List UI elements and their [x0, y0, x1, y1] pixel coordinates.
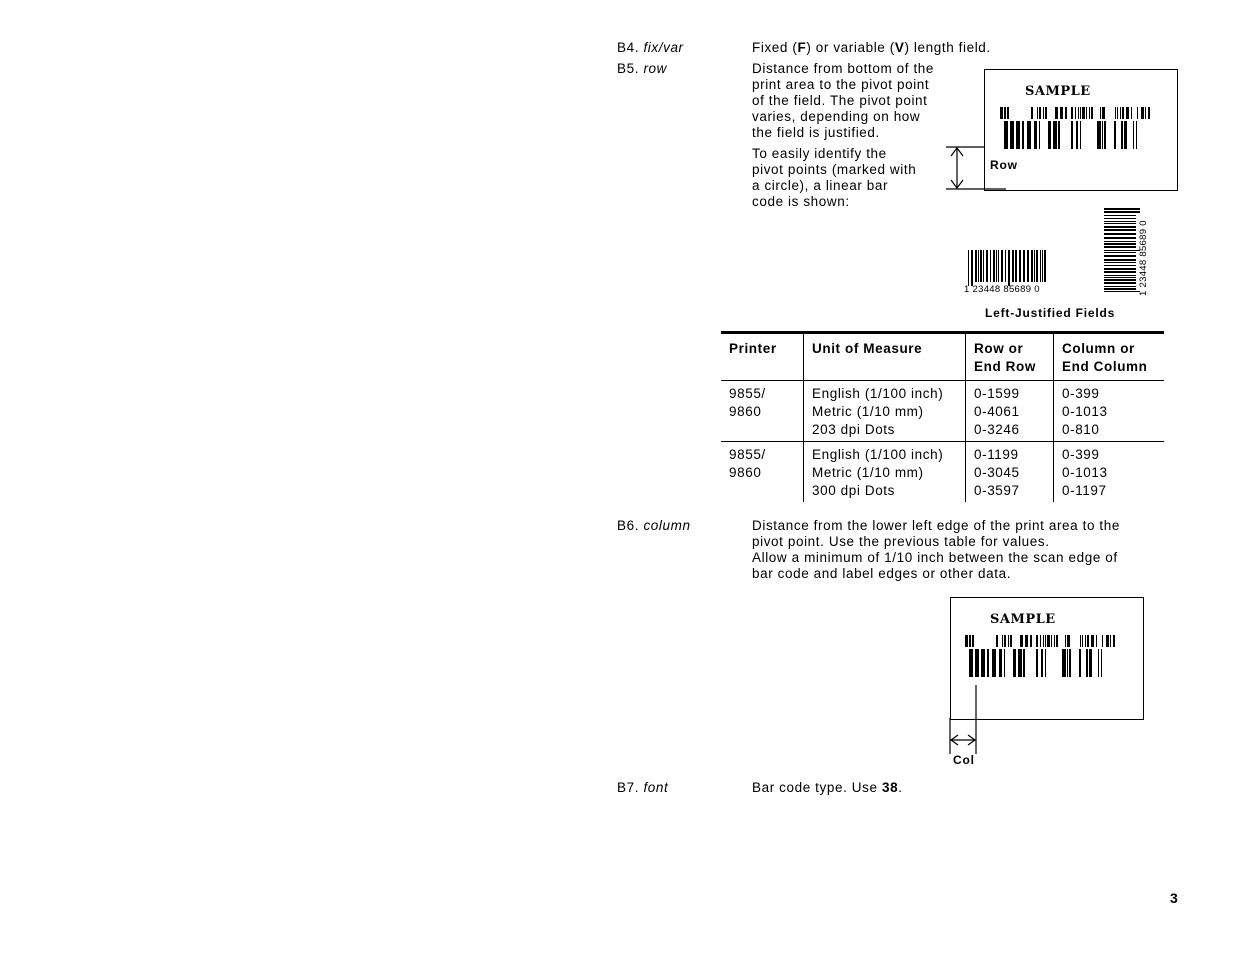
- linear-barcode-vertical: [1100, 204, 1152, 298]
- desc-b6: Distance from the lower left edge of the print area to the pivot point. Use the previous table for values. Allow a minimum of 1/10 inch between the scan edge of bar code and label edges or other data.: [752, 518, 1120, 581]
- entry-term: column: [643, 518, 691, 533]
- desc-b4: Fixed (F) or variable (V) length field.: [752, 40, 991, 55]
- entry-term: fix/var: [643, 40, 684, 55]
- col-header-column: Column or End Column: [1054, 333, 1165, 381]
- barcode-human-readable: 1 23448 85689 0: [964, 284, 1040, 295]
- column-dimension-arrow: [946, 684, 982, 756]
- figure-caption: Left-Justified Fields: [985, 306, 1116, 320]
- term-b5: [617, 61, 667, 76]
- col-header-row: Row or End Row: [966, 333, 1054, 381]
- sample-barcode: [965, 635, 1117, 677]
- column-label: Col: [953, 753, 975, 767]
- table-row: 9855/ 9860 English (1/100 inch) Metric (1/10 mm) 203 dpi Dots 0-1599 0-4061 0-3246 0-399 0-1013 0-810: [721, 381, 1164, 442]
- table-row: 9855/ 9860 English (1/100 inch) Metric (1/10 mm) 300 dpi Dots 0-1199 0-3045 0-3597 0-399 0-1013 0-1197: [721, 442, 1164, 503]
- sample-barcode: [1000, 107, 1152, 149]
- row-dimension-arrow: [944, 146, 1008, 192]
- entry-number: B5.: [617, 61, 640, 76]
- desc-b5-part2: To easily identify the pivot points (marked with a circle), a linear bar code is shown:: [752, 146, 917, 209]
- entry-number: B4.: [617, 40, 640, 55]
- units-table: [721, 331, 1164, 502]
- term-b6: [617, 518, 691, 533]
- col-header-printer: Printer: [721, 333, 804, 381]
- sample-text: SAMPLE: [1025, 84, 1091, 99]
- entry-number: B7.: [617, 780, 640, 795]
- entry-term: font: [643, 780, 669, 795]
- col-header-unit: Unit of Measure: [804, 333, 966, 381]
- desc-b5-part1: Distance from bottom of the print area to the pivot point of the field. The pivot point varies, depending on how the field is justified.: [752, 61, 935, 140]
- table-header-row: [721, 333, 1164, 381]
- term-b4: [617, 40, 684, 55]
- barcode-human-readable: 1 23448 85689 0: [1138, 220, 1149, 296]
- entry-term: row: [643, 61, 667, 76]
- page-number: 3: [1170, 890, 1179, 906]
- row-label: Row: [990, 158, 1018, 172]
- sample-text: SAMPLE: [990, 612, 1056, 627]
- row-sample-figure: [984, 69, 1178, 191]
- desc-b7: Bar code type. Use 38.: [752, 780, 903, 795]
- linear-barcode-horizontal: [964, 248, 1058, 296]
- term-b7: [617, 780, 668, 795]
- entry-number: B6.: [617, 518, 640, 533]
